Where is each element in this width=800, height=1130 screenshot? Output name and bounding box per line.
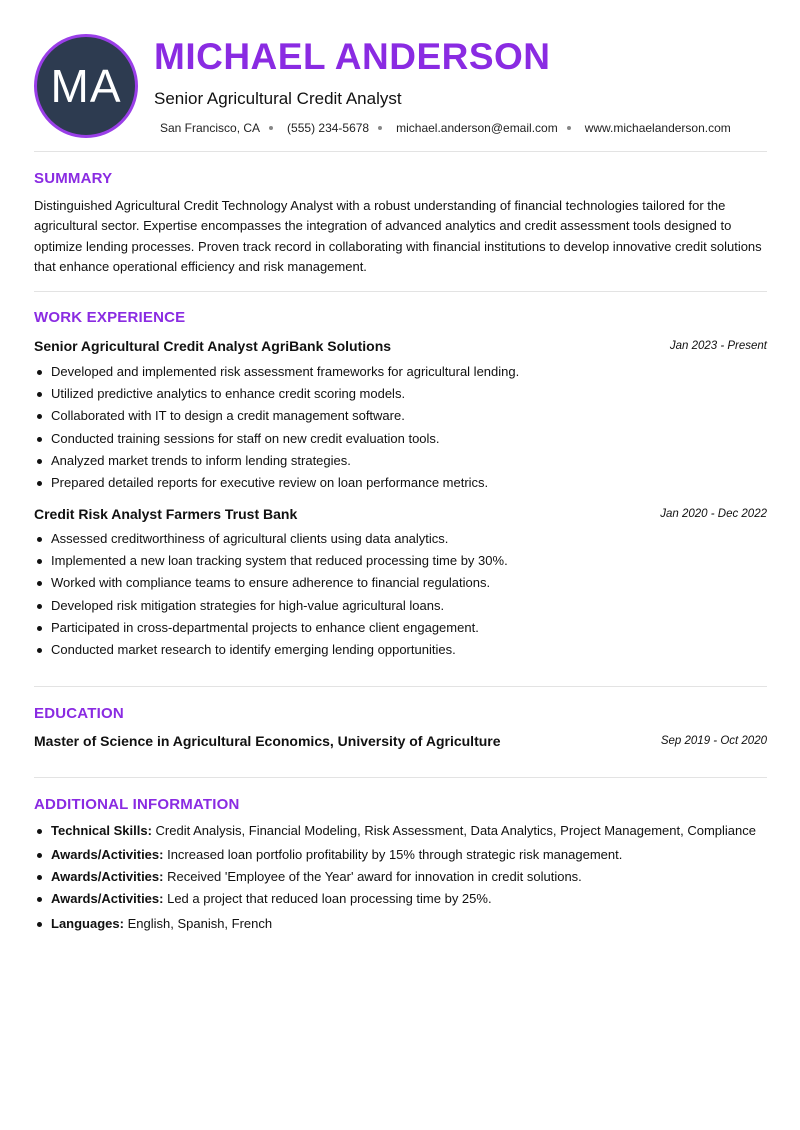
additional-heading: ADDITIONAL INFORMATION bbox=[34, 796, 240, 813]
separator-dot bbox=[378, 126, 382, 130]
candidate-name: MICHAEL ANDERSON bbox=[154, 36, 551, 77]
item-value: Received 'Employee of the Year' award for innovation in credit solutions. bbox=[167, 868, 582, 884]
list-item: Developed risk mitigation strategies for high-value agricultural loans. bbox=[34, 597, 767, 619]
job-bullets bbox=[34, 530, 767, 663]
avatar-initials: MA bbox=[50, 60, 122, 112]
list-item bbox=[34, 822, 767, 846]
contact-location: San Francisco, CA bbox=[160, 121, 261, 135]
job-title-company: Credit Risk Analyst Farmers Trust Bank bbox=[34, 506, 298, 522]
job-header bbox=[34, 506, 767, 526]
summary-heading: SUMMARY bbox=[34, 170, 113, 187]
contact-website[interactable]: www.michaelanderson.com bbox=[584, 121, 731, 135]
item-label: Awards/Activities: bbox=[51, 890, 164, 906]
list-item: Conducted market research to identify emerging lending opportunities. bbox=[34, 641, 767, 663]
list-item: Implemented a new loan tracking system that reduced processing time by 30%. bbox=[34, 552, 767, 574]
list-item: Participated in cross-departmental projects to enhance client engagement. bbox=[34, 619, 767, 641]
avatar bbox=[34, 34, 138, 138]
divider bbox=[34, 291, 767, 292]
list-item: Analyzed market trends to inform lending strategies. bbox=[34, 452, 767, 474]
item-label: Awards/Activities: bbox=[51, 846, 164, 862]
education-dates: Sep 2019 - Oct 2020 bbox=[660, 735, 767, 747]
contact-line bbox=[160, 121, 731, 135]
item-value: Increased loan portfolio profitability by 15% through strategic risk management. bbox=[167, 846, 623, 862]
divider bbox=[34, 686, 767, 687]
contact-email[interactable]: michael.anderson@email.com bbox=[396, 121, 558, 135]
education-entry bbox=[34, 733, 767, 753]
list-item: Conducted training sessions for staff on new credit evaluation tools. bbox=[34, 430, 767, 452]
list-item bbox=[34, 890, 767, 915]
list-item bbox=[34, 846, 767, 868]
list-item bbox=[34, 915, 767, 939]
item-value: English, Spanish, French bbox=[127, 915, 273, 931]
additional-list bbox=[34, 822, 767, 938]
job-bullets bbox=[34, 363, 767, 496]
item-label: Technical Skills: bbox=[51, 823, 152, 838]
separator-dot bbox=[269, 126, 273, 130]
list-item: Developed and implemented risk assessment frameworks for agricultural lending. bbox=[34, 363, 767, 385]
summary-text: Distinguished Agricultural Credit Technology Analyst with a robust understanding of financial technologies tailored for the agricultural sector. Expertise encompasses the integration of advanced analytics and credit assessment tools designed to optimize lending processes. Proven track record in collaborating with financial institutions to develop innovative credit solutions that enhance operational efficiency and risk management. bbox=[34, 198, 762, 274]
job-title-company: Senior Agricultural Credit Analyst AgriBank Solutions bbox=[34, 338, 392, 354]
list-item: Utilized predictive analytics to enhance credit scoring models. bbox=[34, 385, 767, 407]
list-item: Prepared detailed reports for executive review on loan performance metrics. bbox=[34, 474, 767, 496]
list-item: Collaborated with IT to design a credit management software. bbox=[34, 407, 767, 429]
item-label: Awards/Activities: bbox=[51, 868, 164, 884]
item-value: Led a project that reduced loan processing time by 25%. bbox=[167, 890, 492, 906]
separator-dot bbox=[567, 126, 571, 130]
job-title: Senior Agricultural Credit Analyst bbox=[154, 89, 402, 108]
divider bbox=[34, 151, 767, 152]
list-item: Worked with compliance teams to ensure adherence to financial regulations. bbox=[34, 574, 767, 596]
job-header bbox=[34, 338, 767, 358]
experience-heading: WORK EXPERIENCE bbox=[34, 309, 186, 326]
contact-phone: (555) 234-5678 bbox=[287, 121, 370, 135]
job-dates: Jan 2020 - Dec 2022 bbox=[660, 508, 767, 520]
list-item bbox=[34, 868, 767, 890]
job-dates: Jan 2023 - Present bbox=[669, 340, 767, 352]
item-value: Credit Analysis, Financial Modeling, Risk Assessment, Data Analytics, Project Management, Compliance bbox=[155, 823, 756, 838]
item-label: Languages: bbox=[51, 915, 124, 931]
list-item: Assessed creditworthiness of agricultural clients using data analytics. bbox=[34, 530, 767, 552]
education-heading: EDUCATION bbox=[34, 705, 124, 722]
degree: Master of Science in Agricultural Economics, University of Agriculture bbox=[34, 733, 501, 749]
divider bbox=[34, 777, 767, 778]
